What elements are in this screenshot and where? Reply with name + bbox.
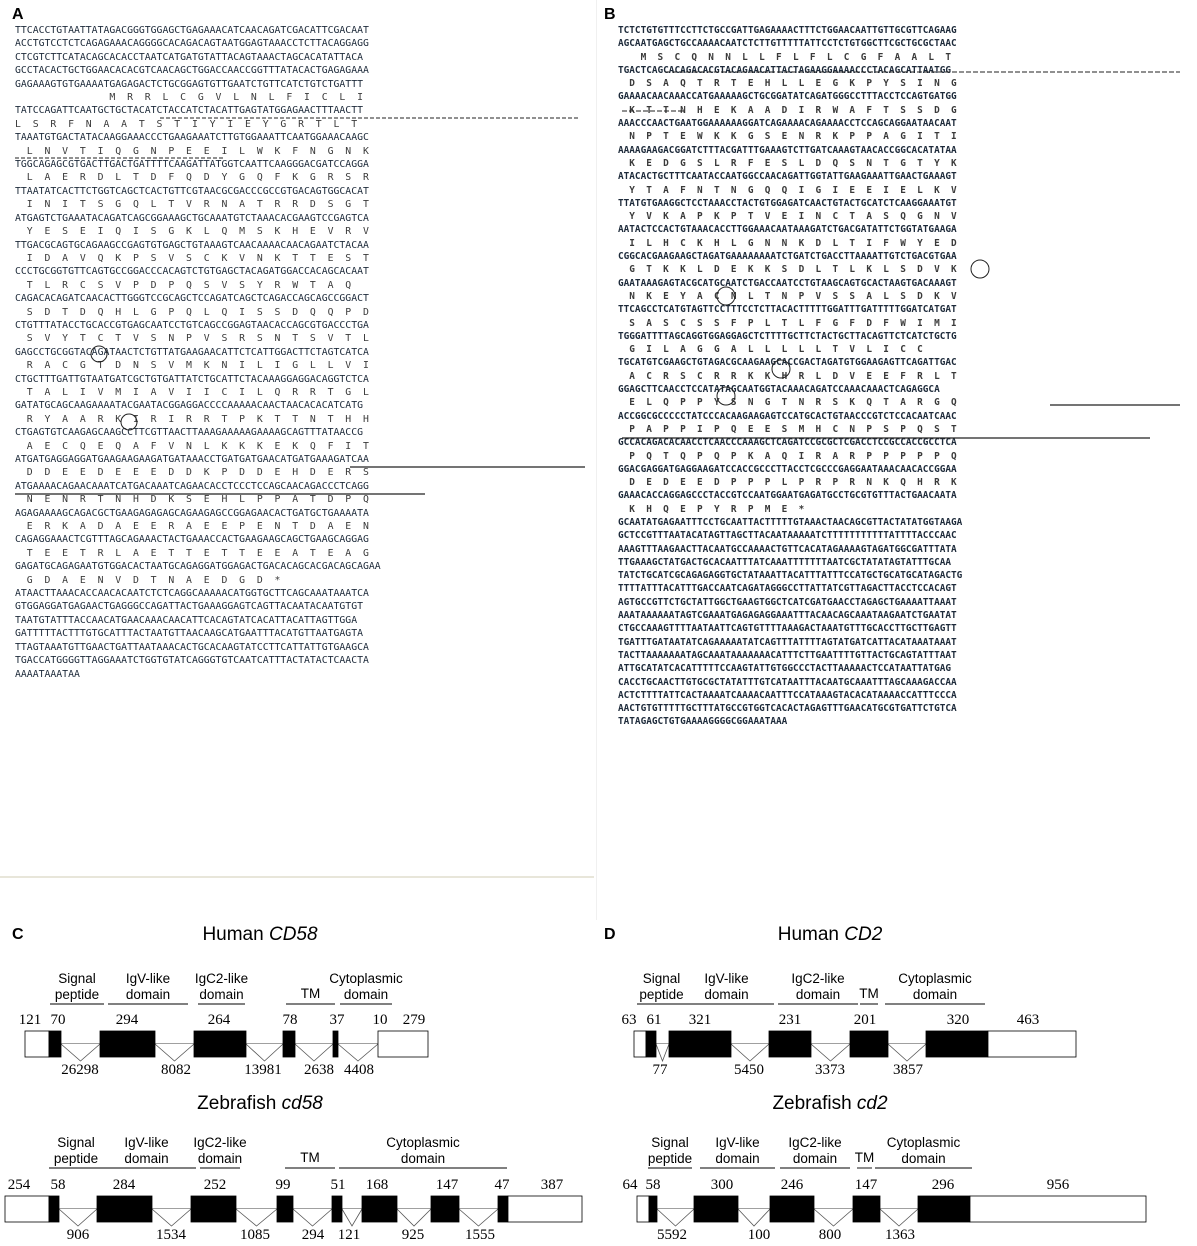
seq-b-nucleotide-line: AACTGTGTTTTTGCTTTATGCCGTGGTCACACTAGAGTTTGAACATGCGTGATTCTGTCA bbox=[618, 703, 957, 715]
exon-size-label: 121 bbox=[18, 1012, 42, 1028]
exon-size-label: 63 bbox=[621, 1012, 637, 1028]
intron-size-label: 77 bbox=[652, 1062, 668, 1078]
domain-label: IgC2-like bbox=[791, 971, 845, 986]
seq-b-nucleotide-line: TATCTGCATCGCAGAGAGGTGCTATAAATTACATTTATTTCCATGCTGCATGCATAGACTG bbox=[618, 570, 963, 582]
seq-b-protein-line: Y V K A P K P T V E I N C T A S Q G N V bbox=[618, 211, 957, 223]
seq-a-protein-line: N E N R T N H D K S E H L P P A T D P Q bbox=[15, 494, 369, 506]
seq-a-nucleotide-line: GAGAAAGTGTGAAAATGAGAGACTCTGCGGAGTGTTGAATCTGTTCATCTGTCTGATTT bbox=[15, 78, 363, 90]
intron-line bbox=[811, 1044, 850, 1061]
intron-size-label: 3857 bbox=[893, 1062, 923, 1078]
intron-size-label: 1555 bbox=[465, 1227, 495, 1243]
domain-label: TM bbox=[300, 986, 321, 1001]
seq-a-nucleotide-line: TGACCATGGGGTTAGGAAATCTGGTGTATCAGGGTGTCAATCATTTACTATACTCAACTA bbox=[15, 655, 369, 667]
seq-a-nucleotide-line: CTCGTCTTCATACAGCACACCTAATCATGATGTATTACAGTAAACTAGCACATATTACA bbox=[15, 51, 363, 63]
seq-a-nucleotide-line: CAGAGGAAACTCGTTTAGCAGAAACTACTGAAACCACTGAAGAAGCAGCTGAAGCAGGAG bbox=[15, 534, 369, 546]
intron-line bbox=[397, 1209, 431, 1226]
intron-size-label: 26298 bbox=[61, 1062, 99, 1078]
seq-b-protein-line: P Q T Q P Q P K A Q I R A R P P P P P Q bbox=[618, 450, 957, 462]
exon-size-label: 51 bbox=[330, 1177, 346, 1193]
intron-line bbox=[293, 1209, 332, 1226]
intron-line bbox=[61, 1044, 100, 1061]
domain-label: IgV-like bbox=[124, 1135, 169, 1150]
domain-label: IgC2-like bbox=[194, 971, 249, 986]
coding-exon bbox=[283, 1031, 295, 1057]
intron-size-label: 5592 bbox=[657, 1227, 687, 1243]
seq-a-nucleotide-line: TTAGTAAATGTTGAACTGATTAATAAACACTGCACAAGTATCCTTCATTATTGTGAAGCA bbox=[15, 641, 369, 653]
seq-b-protein-line: N P T E W K K G S E N R K P P A G I T I bbox=[618, 131, 957, 143]
domain-label: TM bbox=[300, 1150, 320, 1165]
seq-b-nucleotide-line: AGCAATGAGCTGCCAAAACAATCTCTTGTTTTTATTCCTCTGTGGCTTCGCTGCGCTAAC bbox=[618, 38, 957, 50]
domain-label: Signal bbox=[651, 1135, 689, 1150]
seq-a-nucleotide-line: CTGTTTATACCTGCACCGTGAGCAATCCTGTCAGCCGGAGTAACACCAGCGTGACCCTGA bbox=[15, 319, 369, 331]
utr-region bbox=[378, 1031, 428, 1057]
coding-exon bbox=[649, 1196, 657, 1222]
domain-label: Cytoplasmic bbox=[329, 971, 403, 986]
domain-label: peptide bbox=[54, 987, 100, 1002]
seq-a-nucleotide-line: TTAATATCACTTCTGGTCAGCTCACTGTTCGTAACGCGACCCGCCGTGACAGTGGCACAT bbox=[15, 185, 369, 197]
exon-size-label: 463 bbox=[1016, 1012, 1040, 1028]
seq-b-nucleotide-line: TGATTTGATAATATCAGAAAAATATCAGTTTATTTTAGTATGATCATTACATAAATAAAT bbox=[618, 636, 957, 648]
seq-b-protein-line: A C R S C R R K K H R L D V E E F R L T bbox=[618, 370, 957, 382]
seq-b-nucleotide-line: TACTTAAAAAAATAGCAAATAAAAAAACATTTCTTGAATTTTGTTACTGCAGTATTTAAT bbox=[618, 649, 957, 661]
coding-exon bbox=[770, 1196, 814, 1222]
seq-b-protein-line: S A S C S S F P L T L F G F D F W I M I bbox=[618, 317, 957, 329]
exon-size-label: 252 bbox=[203, 1177, 227, 1193]
intron-line bbox=[731, 1044, 769, 1061]
utr-region bbox=[970, 1196, 1146, 1222]
seq-b-protein-line: D E D E E D P P P L P R P R N K Q H R K bbox=[618, 477, 957, 489]
seq-b-nucleotide-line: GCAATATGAGAATTTCCTGCAATTACTTTTTGTAAACTAACAGCGTTACTATATGGTAAGA bbox=[618, 516, 963, 528]
utr-region bbox=[5, 1196, 49, 1222]
coding-exon bbox=[769, 1031, 811, 1057]
domain-label: domain bbox=[715, 1151, 760, 1166]
seq-b-nucleotide-line: TGGGATTTTAGCAGGTGGAGGAGCTCTTTTGCTTCTACTGCTTACAGTTCTCATCTGCTG bbox=[618, 330, 957, 342]
utr-region bbox=[25, 1031, 49, 1057]
coding-exon bbox=[918, 1196, 970, 1222]
intron-size-label: 1085 bbox=[240, 1227, 270, 1243]
domain-label: IgV-like bbox=[715, 1135, 760, 1150]
domain-label: IgC2-like bbox=[788, 1135, 842, 1150]
exon-size-label: 147 bbox=[854, 1177, 878, 1193]
domain-label: Cytoplasmic bbox=[886, 1135, 961, 1150]
seq-a-nucleotide-line: CTGAGTGTCAAGAGCAAGCCTTCGTTAACTTAAAGAAAAAGAAAAGCAGTTTATAACCG bbox=[15, 427, 363, 439]
seq-a-protein-line: R A C G T D N S V M K N I L I G L L V I bbox=[15, 360, 369, 372]
intron-line bbox=[657, 1209, 694, 1226]
seq-b-nucleotide-line: AAATAAAAAATAGTCGAAATGAGAGAGGAAATTTACAACAGCAAATAAGAATCTGAATAT bbox=[618, 610, 957, 622]
exon-size-label: 321 bbox=[688, 1012, 712, 1028]
seq-a-nucleotide-line: ATGATGAGGAGGATGAAGAAGAAGATGATAAACCTGATGATGAACATGATGAAAGATCAA bbox=[15, 454, 369, 465]
seq-b-protein-line: P A P P I P Q E E S M H C N P S P Q S T bbox=[618, 423, 957, 435]
coding-exon bbox=[362, 1196, 397, 1222]
exon-size-label: 168 bbox=[365, 1177, 389, 1193]
seq-a-protein-line: L A E R D L T D F Q D Y G Q F K G R S R bbox=[15, 172, 369, 184]
intron-line bbox=[295, 1044, 333, 1061]
domain-label: domain bbox=[199, 987, 244, 1002]
coding-exon bbox=[97, 1196, 152, 1222]
seq-a-nucleotide-line: TTGACGCAGTGCAGAAGCCGAGTGTGAGCTGTAAAGTCAACAAAACAACAGAATCTACAA bbox=[15, 239, 369, 251]
seq-a-nucleotide-line: TAAATGTGACTATACAAGGAAACCCTGAAGAAATCTTGTGGAAATTCAATGGAAACAAGC bbox=[15, 132, 369, 144]
domain-label: peptide bbox=[53, 1151, 99, 1166]
seq-b-nucleotide-line: TATAGAGCTGTGAAAAGGGGCGGAAATAAA bbox=[618, 716, 788, 728]
seq-a-nucleotide-line: CAGACACAGATCAACACTTGGGTCCGCAGCTCCAGATCAGCTCAGACCAGCAGCCGGACT bbox=[15, 293, 369, 305]
seq-a-nucleotide-line: GCCTACACTGCTGGAACACACGTCAACAGCTGGACCAACCGGTTTATACACTGAGAGAAA bbox=[15, 65, 369, 77]
intron-line bbox=[888, 1044, 926, 1061]
seq-a-protein-line: T L R C S V P D P Q S V S Y R W T A Q bbox=[15, 279, 352, 291]
panel-label-d: D bbox=[604, 926, 616, 943]
intron-line bbox=[880, 1209, 918, 1226]
title-zebrafish-cd58: Zebrafish cd58 bbox=[197, 1093, 323, 1114]
seq-b-nucleotide-line: TCTCTGTGTTTCCTTCTGCCGATTGAGAAAACTTTCTGGAACAATTGTTGCGTTCAGAAG bbox=[618, 25, 957, 36]
exon-size-label: 10 bbox=[372, 1012, 388, 1028]
domain-label: domain bbox=[124, 1151, 169, 1166]
seq-b-nucleotide-line: ATTGCATATCACATTTTTCCAAGTATTGTGGCCCTACTTAAAAACTCCATAATTATGAG bbox=[618, 663, 952, 675]
seq-b-nucleotide-line: GGAGCTTCAACCTCCATATAGCAATGGTACAAACAGATCCAAACAAACTCAGAGGCA bbox=[618, 384, 940, 396]
seq-a-protein-line: I D A V Q K P S V S C K V N K T T E S T bbox=[15, 252, 369, 264]
exon-size-label: 58 bbox=[50, 1177, 66, 1193]
panel-label-a: A bbox=[12, 6, 24, 23]
seq-a-nucleotide-line: AGAGAAAAGCAGACGCTGAAGAGAGAGCAGAAGAGCCGGAGAACACTGATGCTGAAAATA bbox=[15, 507, 369, 519]
coding-exon bbox=[646, 1031, 656, 1057]
seq-b-protein-line: M S C Q N N L L F L F L C G F A A L T bbox=[618, 51, 952, 63]
intron-size-label: 800 bbox=[818, 1227, 842, 1243]
intron-size-label: 906 bbox=[66, 1227, 90, 1243]
intron-line bbox=[152, 1209, 191, 1226]
seq-a-nucleotide-line: ATGAAAACAGAACAAATCATGACAAATCAGAACACCTCCCTCCAGCAACAGACCCTCAGG bbox=[15, 480, 369, 492]
seq-a-nucleotide-line: ATGAGTCTGAAATACAGATCAGCGGAAAGCTGCAAATGTCTAAACACGAAGTCCGAGTCA bbox=[15, 212, 369, 224]
seq-a-protein-line: S V Y T C T V S N P V S R S N T S V T L bbox=[15, 333, 369, 345]
seq-a-nucleotide-line: ATAACTTAAACACCAACACAATCTCTCAGGCAAAAACATGGTGCTTCAGCAAATAAATCA bbox=[15, 588, 369, 600]
domain-label: peptide bbox=[639, 987, 684, 1002]
seq-b-protein-line: K E D G S L R F E S L D Q S N T G T Y K bbox=[618, 157, 957, 169]
seq-b-nucleotide-line: GCCACAGACACAACCTCAACCCAAAGCTCAGATCCGCGCTCGACCTCCGCCACCGCCTCA bbox=[618, 437, 957, 449]
seq-b-nucleotide-line: GCTCCGTTTAATACATAGTTAGCTTACAATAAAAATCTTTTTTTTTTTATTTTACCCAAC bbox=[618, 530, 957, 542]
domain-label: domain bbox=[901, 1151, 946, 1166]
coding-exon bbox=[277, 1196, 293, 1222]
domain-label: IgV-like bbox=[704, 971, 749, 986]
seq-b-protein-line: D S A Q T R T E H L L E G K P Y S I N G bbox=[618, 78, 957, 90]
seq-b-nucleotide-line: TTGAAAGCTATGACTGCACAATTTATCAAATTTTTTTAATCGCTATATAGTATTTGCAA bbox=[618, 556, 952, 568]
exon-size-label: 300 bbox=[710, 1177, 734, 1193]
intron-size-label: 100 bbox=[747, 1227, 771, 1243]
domain-label: domain bbox=[704, 987, 749, 1002]
intron-line bbox=[814, 1209, 853, 1226]
domain-label: domain bbox=[197, 1151, 243, 1166]
intron-line bbox=[738, 1209, 770, 1226]
utr-region bbox=[508, 1196, 582, 1222]
seq-b-nucleotide-line: TTTTATTTACATTTGACCAATCAGATAGGGCCTTATTATCGTTAGACTTACCTCCACAGT bbox=[618, 583, 957, 595]
exon-size-label: 254 bbox=[7, 1177, 31, 1193]
utr-region bbox=[634, 1031, 646, 1057]
seq-a-protein-line: T A L I V M I A V I I C I L Q R R T G L bbox=[15, 386, 369, 398]
exon-size-label: 231 bbox=[778, 1012, 802, 1028]
seq-b-nucleotide-line: GAAACACCAGGAGCCCTACCGTCCAATGGAATGAGATGCCTGCGTGTTTACTGAACAATA bbox=[618, 490, 957, 502]
seq-b-nucleotide-line: AATACTCCACTGTAAACACCTTGGAAACAATAAAGATCTGACGATATTCTGGTATGAAGA bbox=[618, 224, 957, 236]
seq-b-nucleotide-line: ACTCTTTTATTCACTAAAATCAAAACAATTTCCATAAAGTACACATAAAACCATTTCCCA bbox=[618, 689, 957, 701]
seq-a-nucleotide-line: GAGCCTGCGGTACAGATAACTCTGTTATGAAGAACATTCTCATTGGACTTCTAGTCATCA bbox=[15, 346, 369, 358]
seq-a-protein-line: Y E S E I Q I S G K L Q M S K H E V R V bbox=[15, 226, 369, 238]
title-zebrafish-cd2: Zebrafish cd2 bbox=[772, 1093, 888, 1114]
intron-line bbox=[155, 1044, 194, 1061]
seq-a-protein-line: A E C Q E Q A F V N L K K K E K Q F I T bbox=[15, 440, 369, 452]
domain-label: peptide bbox=[647, 1151, 693, 1166]
coding-exon bbox=[191, 1196, 236, 1222]
intron-line bbox=[246, 1044, 283, 1061]
exon-size-label: 47 bbox=[494, 1177, 510, 1193]
seq-b-nucleotide-line: TTATGTGAAGGCTCCTAAACCTACTGTGGAGATCAACTGTACTGCATCTCAAGGAAATGT bbox=[618, 197, 957, 209]
domain-label: domain bbox=[792, 1151, 838, 1166]
seq-b-protein-line: G T K K L D E K K S D L T L K L S D V K bbox=[618, 264, 957, 276]
seq-b-nucleotide-line: ATACACTGCTTTCAATACCAATGGCCAACAGATTGGTATTGAAGAAATTGAACTGAAAGT bbox=[618, 171, 957, 183]
intron-line bbox=[656, 1044, 669, 1061]
intron-size-label: 3373 bbox=[815, 1062, 845, 1078]
seq-b-nucleotide-line: AAAGTTTAAGAACTTACAATGCCAAAACTGTTCACATAGAAAAGTAGATGGCGATTTATA bbox=[618, 543, 957, 555]
seq-b-protein-line: Y T A F N T N G Q Q I G I E E I E L K V bbox=[618, 184, 957, 196]
seq-a-nucleotide-line: GAGATGCAGAGAATGTGGACACTAATGCAGAGGATGGAGACTGACACAGCACGACAGCAGAA bbox=[15, 561, 381, 573]
seq-a-nucleotide-line: GTGGAGGATGAGAACTGAGGGCCAGATTACTGAAAGGAGTCAGTTACAATACAATGTGT bbox=[15, 601, 363, 613]
seq-a-protein-line: E R K A D A E E R A E E P E N T D A E N bbox=[15, 521, 369, 533]
intron-size-label: 4408 bbox=[344, 1062, 374, 1078]
seq-a-nucleotide-line: GATATGCAGCAAGAAAATACGAATACGGAGGACCCCAAAAACAACTAACACACATCATG bbox=[15, 400, 363, 412]
seq-a-nucleotide-line: CTGCTTTGATTGTAATGATCGCTGTGATTATCTGCATTCTACAAAGGAGGACAGGTCTCA bbox=[15, 373, 369, 385]
intron-size-label: 5450 bbox=[734, 1062, 764, 1078]
domain-label: domain bbox=[343, 987, 389, 1002]
intron-size-label: 1363 bbox=[885, 1227, 915, 1243]
domain-label: Signal bbox=[58, 971, 96, 986]
seq-a-protein-line: M R R L C G V L N L F I C L I bbox=[15, 92, 363, 104]
domain-label: domain bbox=[125, 987, 171, 1002]
seq-a-nucleotide-line: ACCTGTCCTCTCAGAGAAACAGGGGCACAGACAGTAATGGAGTAAACCTCTTACAGGAGG bbox=[15, 38, 369, 50]
coding-exon bbox=[669, 1031, 731, 1057]
utr-region bbox=[988, 1031, 1076, 1057]
coding-exon bbox=[694, 1196, 738, 1222]
exon-size-label: 147 bbox=[435, 1177, 459, 1193]
panel-label-c: C bbox=[12, 926, 24, 943]
seq-b-nucleotide-line: AAAAGAAGACGGATCTTTACGATTTGAAAGTCTTGATCAAAGTAACACCGGCACATATAA bbox=[618, 144, 957, 156]
intron-line bbox=[459, 1209, 498, 1226]
title-human-cd2: Human CD2 bbox=[777, 924, 883, 945]
exon-size-label: 201 bbox=[853, 1012, 877, 1028]
seq-b-nucleotide-line: CGGCACGAAGAAGCTAGATGAAAAAAAATCTGATCTGACCTTAAAATTGTCTGACGTGAA bbox=[618, 251, 957, 263]
domain-label: TM bbox=[859, 986, 879, 1001]
coding-exon bbox=[194, 1031, 246, 1057]
seq-a-protein-line: G D A E N V D T N A E D G D * bbox=[15, 574, 281, 586]
coding-exon bbox=[49, 1031, 61, 1057]
coding-exon bbox=[926, 1031, 988, 1057]
seq-b-protein-line: I L H C K H L G N N K D L T I F W Y E D bbox=[618, 237, 957, 249]
domain-label: TM bbox=[854, 1150, 875, 1165]
seq-b-nucleotide-line: GAAAACAACAAACCATGAAAAAGCTGCGGATATCAGATGGGCCTTTACCTCCAGTGATGG bbox=[618, 91, 957, 103]
intron-line bbox=[338, 1044, 378, 1061]
domain-label: Signal bbox=[57, 1135, 95, 1150]
intron-size-label: 8082 bbox=[161, 1062, 191, 1078]
coding-exon bbox=[333, 1031, 338, 1057]
exon-size-label: 246 bbox=[780, 1177, 804, 1193]
intron-size-label: 2638 bbox=[304, 1062, 334, 1078]
seq-a-protein-line: L N V T I Q G N P E E I L W K F N G N K bbox=[15, 145, 369, 157]
coding-exon bbox=[100, 1031, 155, 1057]
intron-line bbox=[59, 1209, 97, 1226]
seq-b-nucleotide-line: TGACTCAGCACAGACACGTACAGAACATTACTAGAAGGAAAACCCTACAGCATTAATGG bbox=[618, 64, 952, 76]
coding-exon bbox=[431, 1196, 459, 1222]
seq-a-protein-line: D D E E D E E E D D K P D D E H D E R S bbox=[15, 467, 369, 479]
seq-a-nucleotide-line: TAATGTATTTACCAACATGAACAAACAACATTCACAGTATCACATTACATTAGTTGGA bbox=[15, 614, 358, 626]
seq-b-nucleotide-line: TGCATGTCGAAGCTGTAGACGCAAGAAGCACCGACTAGATGTGGAAGAGTTCAGATTGAC bbox=[618, 357, 957, 369]
domain-label: IgC2-like bbox=[193, 1135, 247, 1150]
seq-a-protein-line: L S R F N A A T S T I Y I E Y G R T L T bbox=[15, 118, 358, 130]
coding-exon bbox=[49, 1196, 59, 1222]
intron-line bbox=[342, 1209, 362, 1226]
seq-a-protein-line: R Y A A R K I R I R R T P K T T N T H H bbox=[15, 413, 369, 425]
exon-size-label: 78 bbox=[282, 1012, 298, 1028]
seq-b-nucleotide-line: CTGCCAAAGTTTTAATAATTCAGTGTTTTAAAGACTAAATGTTTGCACCTTGCTTGAGTT bbox=[618, 623, 957, 635]
panel-label-b: B bbox=[604, 6, 616, 23]
coding-exon bbox=[853, 1196, 880, 1222]
domain-label: Signal bbox=[642, 971, 681, 986]
seq-b-nucleotide-line: GGACGAGGATGAGGAAGATCCACCGCCCTTACCTCGCCCGAGGAATAAACAACACCGGAA bbox=[618, 463, 957, 475]
intron-size-label: 13981 bbox=[244, 1062, 282, 1078]
intron-size-label: 925 bbox=[401, 1227, 425, 1243]
seq-b-nucleotide-line: AGTGCCGTTCTGCTATTGGCTGAAGTGGCTCATCGATGAACCTAGAGCTGAAAATTAAAT bbox=[618, 596, 957, 608]
seq-a-nucleotide-line: TTCACCTGTAATTATAGACGGGTGGAGCTGAGAAACATCAACAGATCGACATTCGACAAT bbox=[15, 25, 369, 36]
domain-label: Cytoplasmic bbox=[898, 971, 972, 986]
exon-size-label: 58 bbox=[645, 1177, 661, 1193]
seq-a-protein-line: S D T D Q H L G P Q L Q I S S D Q Q P D bbox=[15, 306, 369, 318]
coding-exon bbox=[850, 1031, 888, 1057]
coding-exon bbox=[332, 1196, 342, 1222]
intron-line bbox=[236, 1209, 277, 1226]
seq-a-nucleotide-line: GATTTTTACTTTGTGCATTTACTAATGTTAACAAGCATGAATTTACATGTTAATGAGTA bbox=[15, 628, 363, 640]
domain-label: domain bbox=[400, 1151, 446, 1166]
seq-a-nucleotide-line: AAAATAAATAA bbox=[15, 668, 80, 680]
intron-size-label: 121 bbox=[337, 1227, 361, 1243]
exon-size-label: 320 bbox=[946, 1012, 970, 1028]
domain-label: domain bbox=[912, 987, 958, 1002]
seq-a-nucleotide-line: TATCCAGATTCAATGCTGCTACATCTACCATCTACATTGAGTATGGAGAACTTTAACTT bbox=[15, 105, 363, 117]
exon-size-label: 279 bbox=[402, 1012, 426, 1028]
seq-a-protein-line: I N I T S G Q L T V R N A T R R D S G T bbox=[15, 199, 369, 211]
intron-size-label: 294 bbox=[301, 1227, 325, 1243]
seq-b-nucleotide-line: GAATAAAGAGTACGCATGCAATCTGACCAATCCTGTAAGCAGTGCACTAAGTGACAAAGT bbox=[618, 277, 957, 289]
seq-b-nucleotide-line: AAACCCAACTGAATGGAAAAAAGGATCAGAAAACAGAAAACCTCCAGCAGGAATAACAAT bbox=[618, 118, 957, 130]
coding-exon bbox=[498, 1196, 508, 1222]
seq-b-protein-line: N K E Y A C N L T N P V S S A L S D K V bbox=[618, 290, 957, 302]
title-human-cd58: Human CD58 bbox=[202, 924, 318, 945]
seq-b-protein-line: G I L A G G A L L L L L T V L I C C bbox=[618, 344, 923, 356]
domain-label: IgV-like bbox=[125, 971, 171, 986]
domain-label: domain bbox=[795, 987, 841, 1002]
exon-size-label: 294 bbox=[115, 1012, 139, 1028]
seq-a-protein-line: T E E T R L A E T T E T T E E A T E A G bbox=[15, 547, 369, 559]
exon-size-label: 70 bbox=[50, 1012, 66, 1028]
exon-size-label: 61 bbox=[646, 1012, 662, 1028]
exon-size-label: 37 bbox=[329, 1012, 345, 1028]
seq-a-nucleotide-line: CCCTGCGGTGTTCAGTGCCGGACCCACAGTCTGTGAGCTACAGATGGACCACAGCACAAT bbox=[15, 266, 369, 278]
exon-size-label: 296 bbox=[931, 1177, 955, 1193]
seq-b-protein-line: K T T N H E K A A D I R W A F T S S D G bbox=[618, 104, 957, 116]
seq-b-nucleotide-line: TTCAGCCTCATGTAGTTCCTTTCCTCTTACACTTTTTGGATTTGATTTTTGGATCATGAT bbox=[618, 304, 957, 316]
seq-b-nucleotide-line: CACCTGCAACTTGTGCGCTATATTTGTCATAATTTACAATGCAAATTTAGCAAAGACCAA bbox=[618, 676, 957, 688]
exon-size-label: 99 bbox=[275, 1177, 291, 1193]
exon-size-label: 284 bbox=[112, 1177, 136, 1193]
seq-b-protein-line: K H Q E P Y R P M E * bbox=[618, 503, 805, 515]
domain-label: Cytoplasmic bbox=[386, 1135, 460, 1150]
utr-region bbox=[637, 1196, 649, 1222]
seq-b-protein-line: E L Q P P Y S N G T N R S K Q T A R G Q bbox=[618, 397, 957, 409]
exon-size-label: 956 bbox=[1046, 1177, 1070, 1193]
exon-size-label: 264 bbox=[207, 1012, 231, 1028]
seq-b-nucleotide-line: ACCGGCGCCCCCTATCCCACAAGAAGAGTCCATGCACTGTAACCCGTCTCCACAATCAAC bbox=[618, 410, 957, 422]
intron-size-label: 1534 bbox=[156, 1227, 186, 1243]
exon-size-label: 387 bbox=[540, 1177, 564, 1193]
exon-size-label: 64 bbox=[622, 1177, 638, 1193]
seq-a-nucleotide-line: TGGCAGAGCGTGACTTGACTGATTTTCAAGATTATGGTCAATTCAAGGGACGATCCAGGA bbox=[15, 159, 369, 171]
